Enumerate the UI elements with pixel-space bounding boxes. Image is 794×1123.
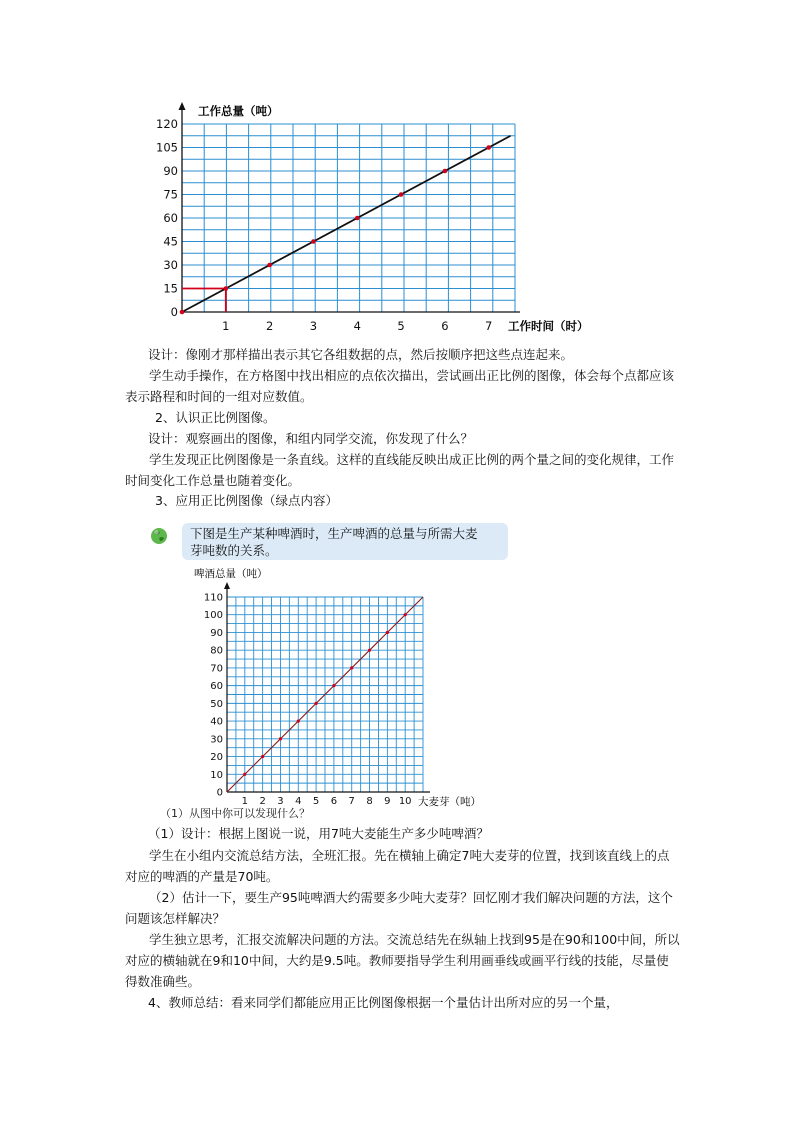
question-1: （1）设计：根据上图说一说，用7吨大麦能生产多少吨啤酒？ [148,826,489,841]
data-point [267,263,272,268]
y-axis-label: 工作总量（吨） [198,104,279,118]
data-point [486,145,491,150]
data-point [297,719,300,722]
y-tick-label: 75 [163,187,178,202]
work-total-chart [156,100,620,340]
series-line [182,136,511,312]
paragraph-student-1: 学生动手操作，在方格图中找出相应的点依次描出，尝试画出正比例的图像，体会每个点都应该表示路程和时间的一组对应数值。 [125,368,675,404]
data-point [368,649,371,652]
y-axis-arrow [179,102,186,110]
x-tick-label: 3 [309,319,318,333]
answer-1: 学生在小组内交流总结方法，全班汇报。先在横轴上确定7吨大麦芽的位置，找到该直线上的点对应的啤酒的产量是70吨。 [125,848,670,884]
truncated-question: （1）从图中你可以发现什么？ [160,807,310,820]
x-tick-label: 7 [485,319,493,333]
data-point [180,310,185,315]
data-point [314,702,317,705]
x-tick-label: 4 [353,319,361,333]
data-point [355,216,360,221]
answer-2: 学生独立思考，汇报交流解决问题的方法。交流总结先在纵轴上找到95是在90和100中间，所以对应的横轴就在9和10中间，大约是9.5吨。教师要指导学生利用画垂线或画平行线的技能，尽量使得数准确些。 [125,932,680,989]
data-point [332,684,335,687]
y-tick-label: 60 [210,681,223,693]
y-tick-label: 70 [210,663,223,675]
chart-grid [182,124,515,312]
y-tick-label: 80 [210,645,223,657]
data-point [399,192,404,197]
x-tick-label: 2 [259,796,266,807]
y-tick-label: 90 [210,627,223,639]
y-tick-label: 105 [156,140,178,155]
y-tick-label: 50 [210,698,223,710]
x-tick-label: 1 [241,796,249,807]
paragraph-design-1: 设计：像刚才那样描出表示其它各组数据的点，然后按顺序把这些点连起来。 [148,347,574,362]
data-point [404,613,407,616]
x-tick-label: 3 [277,796,284,807]
x-tick-label: 10 [398,796,412,807]
data-point [224,286,229,291]
data-point [350,666,353,669]
x-tick-label: 6 [330,796,338,807]
y-tick-label: 15 [163,281,178,296]
chart-marks [180,136,511,315]
y-tick-label: 100 [203,610,223,622]
question-2: （2）估计一下，要生产95吨啤酒大约需要多少吨大麦芽？回忆刚才我们解决问题的方法，这个问题该怎样解决？ [125,890,673,926]
x-axis-label: 工作时间（时） [508,319,589,333]
y-tick-label: 20 [210,752,223,764]
x-axis-label: 大麦芽（吨） [418,796,481,808]
x-tick-label: 7 [348,796,355,807]
x-tick-label: 5 [397,319,405,333]
y-tick-label: 40 [210,716,223,728]
y-axis-arrow [224,582,230,589]
question-callout [182,523,508,560]
data-point [261,755,264,758]
teacher-summary: 4、教师总结：看来同学们都能应用正比例图像根据一个量估计出所对应的另一个量， [148,995,619,1010]
section-heading-3: 3、应用正比例图像（绿点内容） [155,493,338,508]
y-axis-label: 啤酒总量（吨） [194,568,268,580]
y-tick-label: 120 [156,117,178,131]
x-tick-label: 9 [384,796,391,807]
callout-text-line-1: 下图是生产某种啤酒时，生产啤酒的总量与所需大麦 [190,526,478,541]
data-point [243,773,246,776]
callout-text-line-2: 芽吨数的关系。 [190,543,278,558]
section-heading-2: 2、认识正比例图像。 [155,410,276,425]
globe-icon [150,527,168,545]
x-tick-label: 2 [265,319,274,333]
y-tick-label: 45 [163,234,178,249]
paragraph-student-2: 学生发现正比例图像是一条直线。这样的直线能反映出成正比例的两个量之间的变化规律，工作时间变化工作总量也随着变化。 [125,452,675,488]
beer-malt-chart [190,560,510,820]
y-tick-label: 30 [163,258,178,272]
data-point [279,737,282,740]
data-point [443,169,448,174]
x-tick-label: 8 [366,796,373,807]
chart-tick-labels [204,593,412,808]
y-tick-label: 110 [203,592,223,604]
chart-axes [179,102,521,312]
x-tick-label: 1 [222,319,230,333]
y-tick-label: 30 [210,734,223,746]
data-point [386,631,389,634]
y-tick-label: 0 [216,787,223,799]
chart-axes [224,582,430,792]
paragraph-design-2: 设计：观察画出的图像，和组内同学交流，你发现了什么？ [148,431,474,446]
x-tick-label: 4 [295,796,302,807]
y-tick-label: 0 [170,305,178,319]
x-tick-label: 5 [312,796,320,807]
x-tick-label: 6 [441,319,449,333]
y-tick-label: 60 [163,211,178,225]
data-point [311,239,316,244]
y-tick-label: 90 [163,164,178,178]
y-tick-label: 10 [210,769,223,781]
